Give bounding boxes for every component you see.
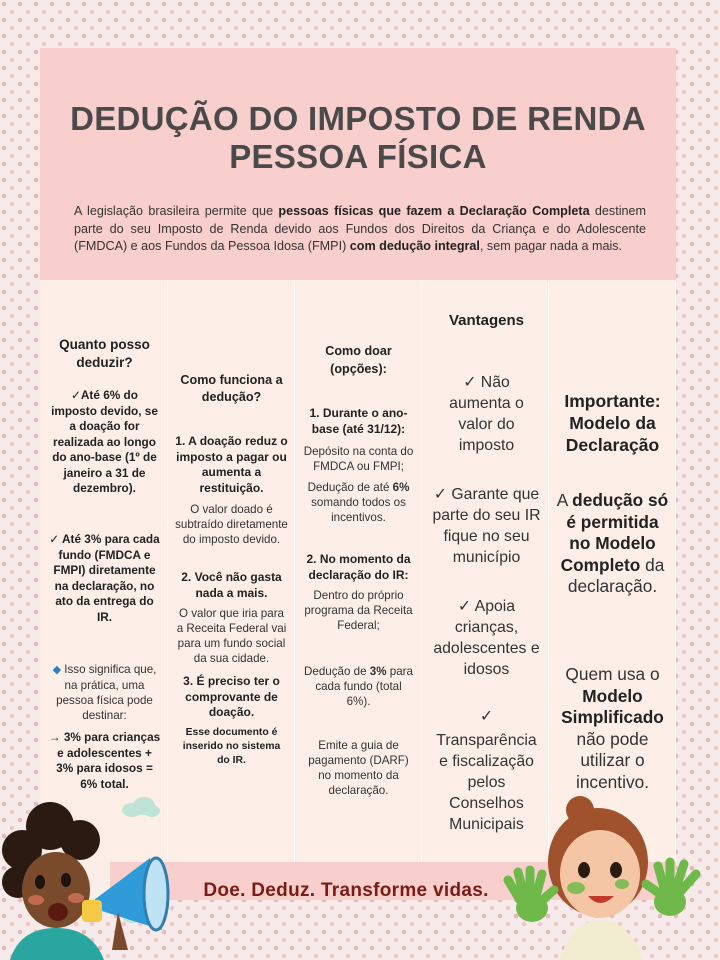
column-como-doar [296, 280, 422, 862]
col3-option-2-b-post: para cada fundo (total 6%). [315, 665, 413, 708]
intro-text-2: destinem parte do seu Imposto de Renda devido aos Fundos dos Direitos da Criança e do Adolescente (FMDCA) e aos Fundos da Pessoa Idosa (FMPI) [74, 204, 646, 253]
col3-option-1: 1. Durante o ano-base (até 31/12): [309, 406, 408, 436]
col3-option-2-b-bold: 3% [369, 665, 387, 678]
col4-advantage-1: ✓ Não aumenta o valor do imposto [449, 374, 524, 454]
intro-text-3: , sem pagar nada a mais. [479, 239, 623, 253]
col1-heading: Quanto posso deduzir? [59, 337, 150, 370]
col4-advantage-2: ✓ Garante que parte do seu IR fique no seu município [432, 486, 541, 566]
page-title [40, 100, 676, 176]
col5-heading: Importante: Modelo da Declaração [564, 391, 661, 455]
col5-paragraph-1-bold: dedução só é permitida no Modelo Completo [560, 490, 669, 575]
col2-step-3: 3. É preciso ter o comprovante de doação. [183, 674, 280, 719]
col4-heading: Vantagens [448, 312, 525, 329]
col2-step-3-text: Esse documento é inserido no sistema do IR. [182, 727, 281, 766]
col3-option-2: 2. No momento da declaração do IR: [306, 552, 411, 582]
col4-advantage-3: ✓ Apoia crianças, adolescentes e idosos [433, 598, 540, 678]
col3-option-2-b-text: Dedução de [304, 665, 370, 678]
col1-total: → 3% para crianças e adolescentes + 3% para idosos = 6% total. [48, 730, 161, 791]
col1-note [48, 662, 161, 723]
col5-paragraph-2 [556, 664, 669, 793]
col5-paragraph-2-post: não pode utilizar o incentivo. [575, 728, 649, 792]
intro-text-1: A legislação brasileira permite que [74, 204, 279, 218]
check-icon: ✓ [479, 708, 494, 725]
col2-step-2: 2. Você não gasta nada a mais. [181, 570, 282, 600]
col2-step-2-text: O valor que iria para a Receita Federal vai para um fundo social da sua cidade. [176, 607, 287, 665]
col2-heading: Como funciona a dedução? [180, 373, 283, 404]
col2-step-1: 1. A doação reduz o imposto a pagar ou aumenta a restituição. [175, 434, 288, 495]
col5-paragraph-1 [556, 490, 669, 598]
col2-step-1-text: O valor doado é subtraído diretamente do imposto devido. [175, 503, 288, 546]
title-line-1: DEDUÇÃO DO IMPOSTO DE RENDA [70, 100, 646, 137]
column-como-funciona [169, 280, 295, 862]
column-quanto-posso-deduzir [42, 280, 168, 862]
child-megaphone-illustration [0, 790, 190, 960]
col5-paragraph-1-text: A [556, 490, 573, 510]
col5-paragraph-2-bold: Modelo Simplificado [561, 685, 664, 727]
col1-item-1: ✓Até 6% do imposto devido, se a doação for realizada ao longo do ano-base (1º de janeiro a 31 de dezembro). [51, 388, 158, 495]
col3-option-1-b-post: somando todos os incentivos. [311, 496, 406, 524]
col3-option-1-b-bold: 6% [392, 481, 410, 494]
col4-advantage-4: Transparência e fiscalização pelos Conselhos Municipais [436, 732, 537, 833]
col1-note-text: Isso significa que, na prática, uma pessoa física pode destinar: [56, 663, 157, 722]
diamond-icon: ◆ [52, 664, 62, 676]
col3-option-1-b [302, 480, 415, 525]
col3-option-1-b-text: Dedução de até [307, 481, 393, 494]
col3-heading: Como doar (opções): [325, 344, 392, 376]
intro-paragraph [74, 203, 646, 256]
col5-paragraph-1-post: da declaração. [567, 554, 665, 596]
intro-bold-1: pessoas físicas que fazem a Declaração Completa [278, 204, 590, 218]
col3-option-2-c: Emite a guia de pagamento (DARF) no momento da declaração. [308, 739, 409, 797]
girl-painted-hands-illustration [500, 780, 720, 960]
col1-item-2: ✓ Até 3% para cada fundo (FMDCA e FMPI) diretamente na declaração, no ato da entrega do IR. [49, 532, 160, 624]
column-vantagens [425, 282, 549, 862]
col3-option-1-a: Depósito na conta do FMDCA ou FMPI; [303, 445, 414, 473]
col3-option-2-b [302, 664, 415, 709]
slogan: Doe. Deduz. Transforme vidas. [203, 880, 489, 901]
column-importante [550, 282, 676, 862]
col3-option-2-a: Dentro do próprio programa da Receita Federal; [304, 589, 413, 632]
title-line-2: PESSOA FÍSICA [229, 138, 487, 175]
intro-bold-2: com dedução integral [349, 239, 480, 253]
col5-paragraph-2-text: Quem usa o [565, 664, 660, 684]
